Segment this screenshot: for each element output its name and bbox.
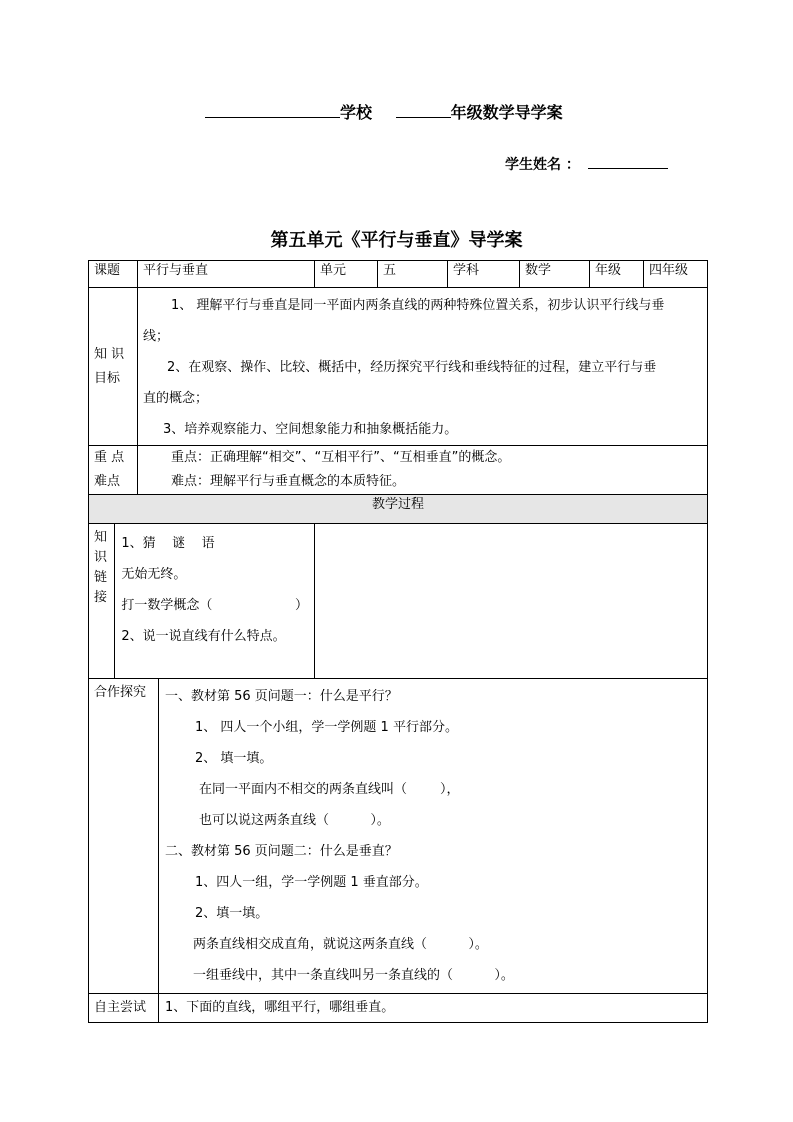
school-label: 学校: [340, 103, 373, 122]
process-header-row: [89, 495, 708, 524]
goal-1: 1、 理解平行与垂直是同一平面内两条直线的两种特殊位置关系，初步认识平行线与垂: [171, 298, 665, 313]
explore-q2-step1: 1、四人一组，学一学例题 1 垂直部分。: [195, 875, 428, 890]
link-row-cells: [89, 524, 315, 679]
unit-label: 单元: [315, 261, 378, 288]
info-row: [89, 261, 708, 288]
goal-2: 2、在观察、操作、比较、概括中，经历探究平行线和垂线特征的过程，建立平行与垂: [167, 360, 657, 375]
link-content: [115, 524, 314, 678]
grade-label: 年级: [590, 261, 644, 288]
explore-content: [159, 679, 708, 994]
goals-content: [138, 288, 708, 446]
key-point: 重点：正确理解“相交”、“互相平行”、“互相垂直”的概念。: [171, 450, 511, 465]
topic-label: 课题: [89, 261, 138, 288]
self-try-row: [89, 994, 708, 1023]
difficult-point: 难点：理解平行与垂直概念的本质特征。: [171, 474, 406, 489]
link-label: 知识链接: [89, 524, 115, 678]
unit-value: 五: [378, 261, 448, 288]
school-blank: [205, 103, 340, 118]
subject-label: 学科: [448, 261, 520, 288]
document-title: [205, 100, 563, 123]
explore-q2-fill2: 一组垂线中，其中一条直线叫另一条直线的（ ）。: [193, 968, 514, 983]
explore-row: [89, 679, 708, 994]
student-name-line: [505, 154, 668, 174]
line-feature-question: 2、说一说直线有什么特点。: [121, 629, 286, 644]
explore-q2-step2: 2、填一填。: [195, 906, 269, 921]
goals-row: [89, 288, 708, 446]
goal-2-cont: 直的概念；: [143, 391, 209, 406]
explore-q1-fill2: 也可以说这两条直线（ ）。: [199, 813, 390, 828]
self-try-text: 1、下面的直线，哪组平行，哪组垂直。: [159, 994, 708, 1023]
link-row: [89, 524, 708, 679]
riddle-title: 1、猜 谜 语: [121, 536, 215, 551]
grade-value: 四年级: [644, 261, 708, 288]
explore-label: 合作探究: [89, 679, 159, 994]
explore-q2-fill1: 两条直线相交成直角，就说这两条直线（ ）。: [193, 937, 488, 952]
explore-q1: 一、教材第 56 页问题一：什么是平行？: [165, 689, 398, 704]
link-content-ext: [315, 524, 708, 679]
riddle-text: 无始无终。: [121, 567, 187, 582]
lesson-table-lower: [88, 678, 708, 1023]
student-name-blank: [588, 156, 668, 169]
self-try-label: 自主尝试: [89, 994, 159, 1023]
grade-blank: [396, 103, 451, 118]
process-title: 教学过程: [89, 495, 708, 524]
student-name-label: 学生姓名 ：: [505, 157, 580, 173]
goal-3: 3、培养观察能力、空间想象能力和抽象概括能力。: [163, 422, 458, 437]
goals-label: 知 识 目标: [89, 288, 138, 446]
lesson-table: [88, 260, 708, 679]
explore-q2: 二、教材第 56 页问题二：什么是垂直？: [165, 844, 398, 859]
unit-title: 第五单元《平行与垂直》导学案: [270, 230, 523, 251]
explore-q1-fill1: 在同一平面内不相交的两条直线叫（ ），: [199, 782, 460, 797]
keypoints-row: [89, 446, 708, 495]
keypoints-content: [138, 446, 708, 495]
keypoints-label-top: 重 点: [94, 450, 125, 465]
grade-title: 年级数学导学案: [450, 103, 563, 122]
goal-1-cont: 线；: [143, 329, 170, 344]
explore-q1-step1: 1、 四人一个小组，学一学例题 1 平行部分。: [195, 720, 458, 735]
topic-value: 平行与垂直: [138, 261, 315, 288]
keypoints-label: [89, 446, 138, 495]
riddle-answer: 打一数学概念（ ）: [121, 598, 308, 613]
keypoints-label-bottom: 难点: [94, 474, 121, 489]
subject-value: 数学: [520, 261, 590, 288]
explore-q1-step2: 2、 填一填。: [195, 751, 273, 766]
